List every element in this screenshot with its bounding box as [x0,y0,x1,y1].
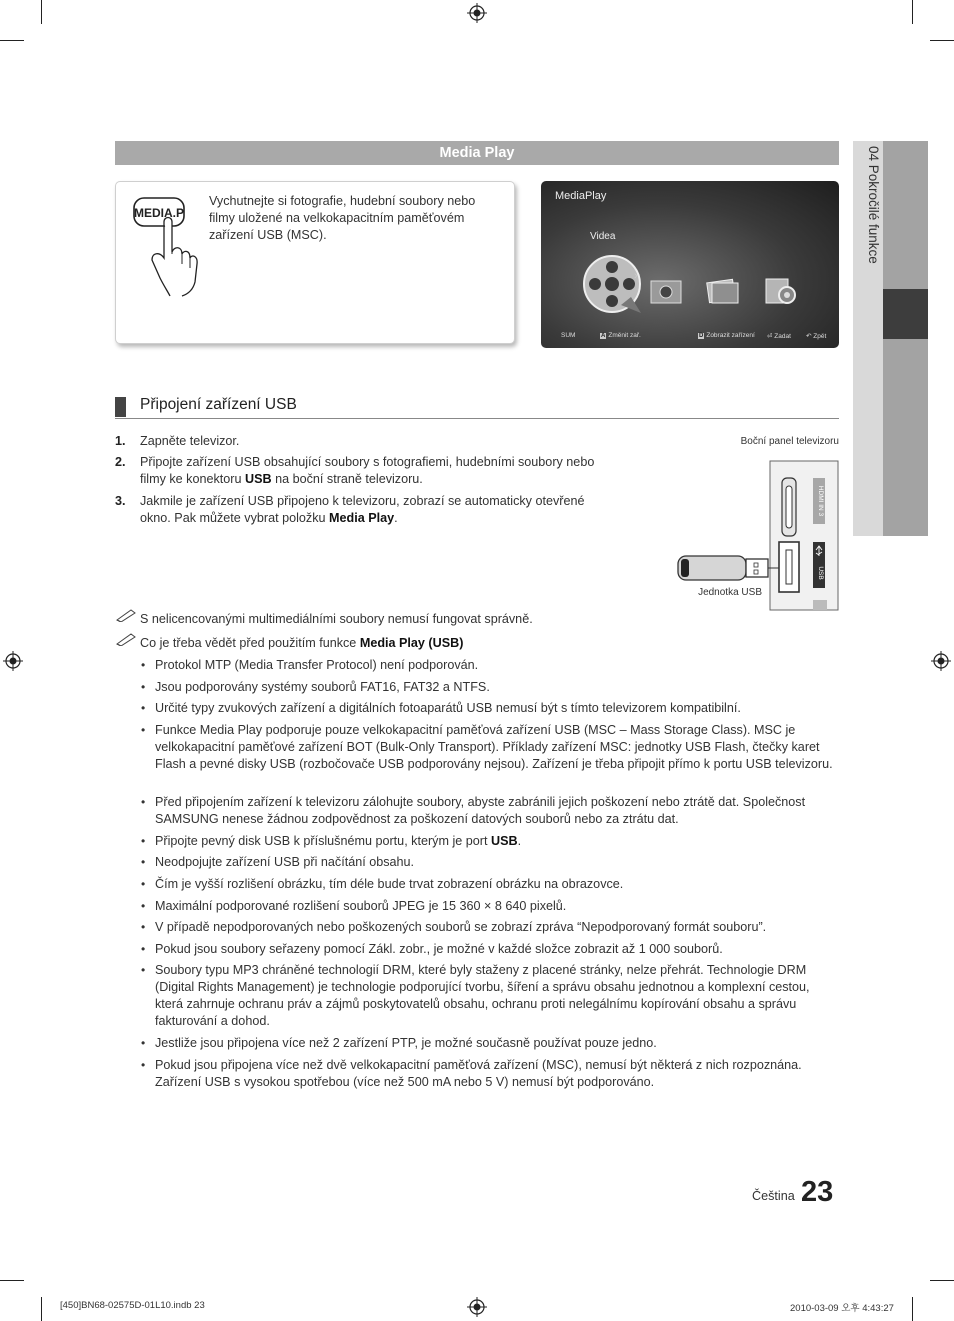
enter-icon: ⏎ [767,333,775,340]
bullet-text: Určité typy zvukových zařízení a digitálních fotoaparátů USB nemusí být s tímto televizorem kompatibilní. [155,701,741,715]
film-reel-icon[interactable] [581,253,643,315]
back-control[interactable] [806,332,826,340]
usb-drive-label: Jednotka USB [698,587,762,598]
note-text: Co je třeba vědět před použitím funkce Media Play (USB) [140,636,464,650]
remote-description: Vychutnejte si fotografie, hudební soubory nebo filmy uložené na velkokapacitním paměťovém zařízení USB (MSC). [209,194,476,242]
change-device-label: Změnit zař. [608,332,641,339]
page-language: Čeština [752,1189,795,1203]
side-tab-segment [883,339,928,536]
key-a: A [601,333,606,339]
step-number: 2. [115,455,126,469]
bullet-text: Funkce Media Play podporuje pouze velkokapacitní paměťová zařízení USB (MSC – Mass Storage Class). MSC je velkokapacitní paměťové zařízení BOT (Bulk-Only Transport). Příklady zařízení MSC: jednotky USB Flash, čtečky karet Flash a pevné disky USB (rozbočovače USB podporovány nejsou). Zařízení je třeba připojit přímo k portu USB televizoru. [155,723,833,771]
bullet-icon: • [141,920,146,934]
heading-divider [115,418,839,419]
bullet-text: Jestliže jsou připojena více než 2 zařízení PTP, je možné současně používat pouze jedno. [155,1036,657,1050]
note-pencil-icon [115,608,137,622]
side-tab-segment [883,141,928,289]
bullet-text: Pokud jsou soubory seřazeny pomocí Zákl. zobr., je možné v každé složce zobrazit až 1 000 souborů. [155,942,723,956]
bullet-text: Připojte pevný disk USB k příslušnému portu, kterým je port USB. [155,834,522,848]
note-pencil-icon [115,632,137,646]
step-number: 1. [115,434,126,448]
bullet-text: Soubory typu MP3 chráněné technologií DRM, které byly staženy z placené stránky, nelze přehrát. Technologie DRM (Digital Rights Management) je technologie podporující tvorbu, šíření a správu obsahu jednotnou a komplexní cestou, která zahrnuje ochranu práv a zájmů poskytovatelů obsahu, ochranu proti nelegálnímu kopírování obsahu a správu fakturování a dohod. [155,963,810,1028]
enter-label: Zadat [774,333,791,340]
hand-pressing-button-icon [130,192,202,298]
step-text: Zapněte televizor. [140,434,240,448]
page-number: 23 [801,1176,834,1208]
key-d: D [699,333,704,339]
tv-side-panel-label: Boční panel televizoru [740,436,839,447]
step-text: Jakmile je zařízení USB připojeno k televizoru, zobrazí se automaticky otevřené okno. Pak můžete vybrat položku Media Play. [140,494,585,525]
section-header: Media Play [115,141,839,165]
bullet-icon: • [141,723,146,737]
registration-mark-icon [467,3,487,23]
chevron-right-icon: › [634,270,638,282]
print-file-info: [450]BN68-02575D-01L10.indb 23 [60,1300,205,1311]
bullet-icon: • [141,942,146,956]
bullet-icon: • [141,1058,146,1072]
crop-mark [41,0,42,24]
photo-camera-icon[interactable] [649,277,683,307]
sum-label: SUM [561,332,576,339]
side-tab-label: 04 Pokročilé funkce [866,146,881,264]
side-tab-active-segment [883,289,928,339]
usb-port-label: USB [817,566,824,580]
crop-mark [41,1297,42,1321]
registration-mark-icon [931,651,951,671]
bullet-icon: • [141,658,146,672]
bullet-text: Maximální podporované rozlišení souborů JPEG je 15 360 × 8 640 pixelů. [155,899,567,913]
bullet-text: Jsou podporovány systémy souborů FAT16, FAT32 a NTFS. [155,680,490,694]
note-text: S nelicencovanými multimediálními soubory nemusí fungovat správně. [140,612,533,626]
crop-mark [0,1280,24,1281]
crop-mark [912,1297,913,1321]
show-devices-control[interactable] [698,332,755,339]
crop-mark [930,40,954,41]
crop-mark [0,40,24,41]
back-label: Zpět [813,333,827,340]
registration-mark-icon [3,651,23,671]
show-devices-label: Zobrazit zařízení [706,332,755,339]
print-date-info: 2010-03-09 오후 4:43:27 [790,1303,894,1314]
bullet-text: Protokol MTP (Media Transfer Protocol) není podporován. [155,658,479,672]
bullet-icon: • [141,680,146,694]
bullet-icon: • [141,834,146,848]
heading-marker [115,397,126,417]
bullet-icon: • [141,855,146,869]
bullet-text: Čím je vyšší rozlišení obrázku, tím déle bude trvat zobrazení obrázku na obrazovce. [155,877,624,891]
bullet-text: Pokud jsou připojena více než dvě velkokapacitní paměťová zařízení (MSC), nemusí být některá z nich rozpoznána. Zařízení USB s vysokou spotřebou (více než 500 mA nebo 5 V) nemusí být podporováno. [155,1058,802,1089]
bullet-icon: • [141,877,146,891]
bullet-text: Neodpojujte zařízení USB při načítání obsahu. [155,855,415,869]
bullet-text: Před připojením zařízení k televizoru zálohujte soubory, abyste zabránili jejich poškození nebo ztrátě dat. Společnost SAMSUNG nenese žádnou zodpovědnost za poškození datových souborů nebo za ztrátu dat. [155,795,806,826]
screen-selected-item: Videa [590,231,616,242]
bullet-icon: • [141,701,146,715]
subsection-title: Připojení zařízení USB [140,396,297,413]
bullet-icon: • [141,795,146,809]
crop-mark [912,0,913,24]
bullet-icon: • [141,899,146,913]
return-icon: ↶ [806,333,814,340]
remote-button-label: MEDIA.P [133,206,185,220]
registration-mark-icon [467,1297,487,1317]
change-device-control[interactable] [600,332,641,339]
crop-mark [930,1280,954,1281]
screen-control-bar [541,328,839,344]
hdmi-port-label: HDMI IN 3 [817,485,824,517]
step-number: 3. [115,494,126,508]
media-play-screen [541,181,839,348]
bullet-text: V případě nepodporovaných nebo poškozených souborů se zobrazí zpráva “Nepodporovaný formát souboru”. [155,920,767,934]
settings-gear-icon[interactable] [763,275,799,307]
enter-control[interactable] [767,332,791,340]
photos-icon[interactable] [705,275,741,307]
step-text: Připojte zařízení USB obsahující soubory s fotografiemi, hudebními soubory nebo filmy ke konektoru USB na boční straně televizoru. [140,455,595,486]
bullet-icon: • [141,963,146,977]
screen-title: MediaPlay [555,190,607,202]
bullet-icon: • [141,1036,146,1050]
